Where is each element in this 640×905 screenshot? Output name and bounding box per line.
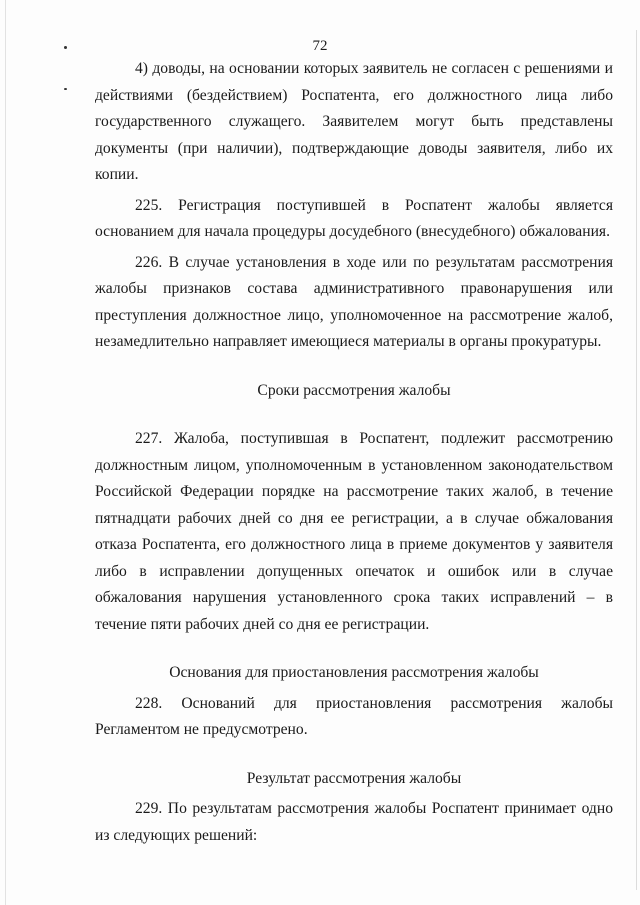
paragraph-226: 226. В случае установления в ходе или по результатам рассмотрения жалобы признаков состава административного правонарушения или преступления должностное лицо, уполномоченное на рассмотрение жалоб, незамедлительно направляет имеющиеся материалы в органы прокуратуры. [95,253,613,350]
scan-edge-left [5,0,6,905]
paragraph-228: 228. Оснований для приостановления рассмотрения жалобы Регламентом не предусмотрено. [95,694,613,738]
paragraph-229: 229. По результатам рассмотрения жалобы Роспатент принимает одно из следующих решений: [95,800,613,844]
scan-speck [64,88,67,90]
section-heading-suspension-grounds: Основания для приостановления рассмотрения жалобы [169,664,539,681]
page-number: 72 [312,38,328,54]
paragraph-225: 225. Регистрация поступившей в Роспатент жалобы является основанием для начала процедуры досудебного (внесудебного) обжалования. [95,196,613,240]
section-heading-review-result: Результат рассмотрения жалобы [246,769,462,787]
paragraph-item-4: 4) доводы, на основании которых заявитель не согласен с решениями и действиями (бездействием) Роспатента, его должностного лица либо государственного служащего. Заявителем могут быть представлены документы (при наличии), подтверждающие доводы заявителя, либо их копии. [95,60,613,183]
section-heading-review-terms: Сроки рассмотрения жалобы [257,381,451,399]
scan-edge-right [636,30,637,890]
document-body [95,56,613,849]
paragraph-227: 227. Жалоба, поступившая в Роспатент, подлежит рассмотрению должностным лицом, уполномоченным в установленном законодательством Российской Федерации порядке на рассмотрение таких жалоб, в течение пятнадцати рабочих дней со дня ее регистрации, а в случае обжалования отказа Роспатента, его должностного лица в приеме документов у заявителя либо в исправлении допущенных опечаток и ошибок или в случае обжалования нарушения установленного срока таких исправлений – в течение пяти рабочих дней со дня ее регистрации. [95,430,613,633]
